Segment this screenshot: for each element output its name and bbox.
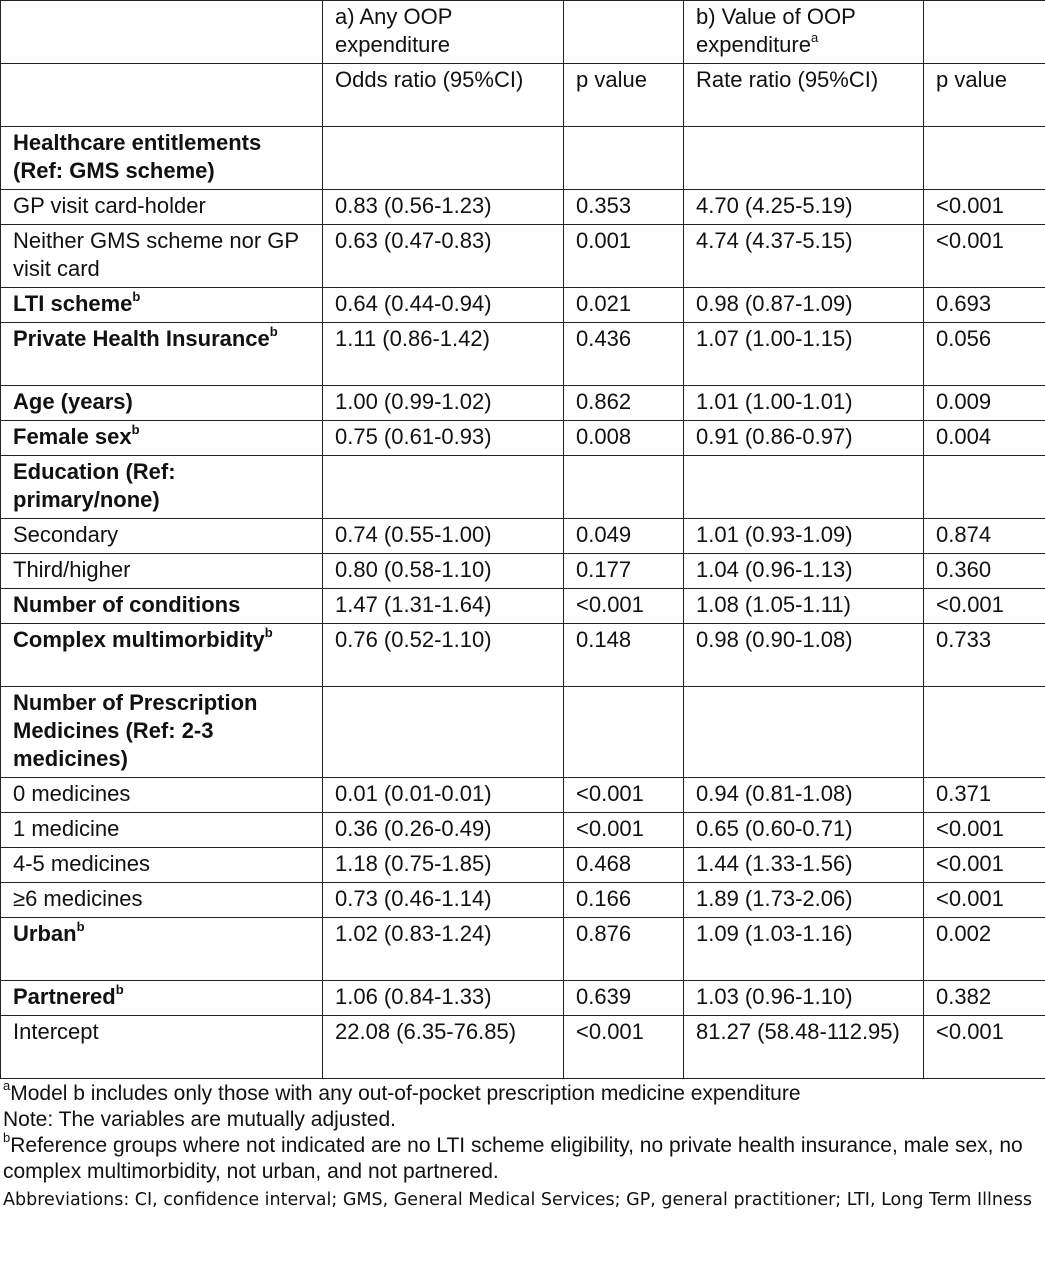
p-value-a-cell: 0.639: [564, 981, 684, 1016]
odds-ratio-cell: 0.76 (0.52-1.10): [323, 624, 564, 687]
header-col-b: [684, 1, 924, 64]
p-value-b-cell: 0.009: [924, 386, 1045, 421]
rate-ratio-cell: 4.70 (4.25-5.19): [684, 190, 924, 225]
footnote-a: [3, 1078, 1045, 1107]
row-label-text: Partnered: [13, 984, 116, 1009]
p-value-b-cell: [924, 456, 1045, 519]
p-value-b-cell: 0.382: [924, 981, 1045, 1016]
p-value-a-cell: <0.001: [564, 813, 684, 848]
odds-ratio-cell: [323, 687, 564, 778]
odds-ratio-cell: 0.64 (0.44-0.94): [323, 288, 564, 323]
row-label-text: GP visit card-holder: [13, 193, 206, 218]
p-value-a-cell: 0.008: [564, 421, 684, 456]
footnote-b-marker: b: [3, 1130, 11, 1145]
p-value-b-cell: 0.056: [924, 323, 1045, 386]
p-value-a-cell: <0.001: [564, 1016, 684, 1079]
row-label: [1, 778, 323, 813]
table-row: [1, 813, 1045, 848]
table-row: [1, 778, 1045, 813]
row-label: [1, 848, 323, 883]
header-empty-cell: [564, 1, 684, 64]
row-label-text: Female sex: [13, 424, 132, 449]
row-label: [1, 323, 323, 386]
row-label-text: 4-5 medicines: [13, 851, 150, 876]
p-value-a-cell: 0.468: [564, 848, 684, 883]
table-row: [1, 624, 1045, 687]
row-label: [1, 1016, 323, 1079]
p-value-b-cell: [924, 127, 1045, 190]
row-label: [1, 519, 323, 554]
header-p-value-b: p value: [924, 64, 1045, 127]
p-value-b-cell: <0.001: [924, 848, 1045, 883]
row-label: [1, 918, 323, 981]
odds-ratio-cell: 1.02 (0.83-1.24): [323, 918, 564, 981]
rate-ratio-cell: 1.01 (0.93-1.09): [684, 519, 924, 554]
row-label-text: Number of conditions: [13, 592, 241, 617]
p-value-a-cell: <0.001: [564, 778, 684, 813]
row-label-text: Third/higher: [13, 557, 131, 582]
rate-ratio-cell: 1.44 (1.33-1.56): [684, 848, 924, 883]
table-row: [1, 981, 1045, 1016]
odds-ratio-cell: 0.80 (0.58-1.10): [323, 554, 564, 589]
p-value-a-cell: 0.353: [564, 190, 684, 225]
header-row-measure: [1, 64, 1045, 127]
row-label: [1, 554, 323, 589]
rate-ratio-cell: 1.03 (0.96-1.10): [684, 981, 924, 1016]
row-label: [1, 386, 323, 421]
rate-ratio-cell: [684, 456, 924, 519]
header-row-model: [1, 1, 1045, 64]
p-value-a-cell: 0.148: [564, 624, 684, 687]
p-value-b-cell: 0.004: [924, 421, 1045, 456]
footnote-b: [3, 1130, 1045, 1185]
odds-ratio-cell: 0.74 (0.55-1.00): [323, 519, 564, 554]
table-row: [1, 225, 1045, 288]
p-value-b-cell: 0.371: [924, 778, 1045, 813]
row-label-text: Healthcare entitlements (Ref: GMS scheme): [13, 130, 262, 183]
rate-ratio-cell: 1.08 (1.05-1.11): [684, 589, 924, 624]
row-label-text: Secondary: [13, 522, 119, 547]
table-row: [1, 589, 1045, 624]
rate-ratio-cell: 1.01 (1.00-1.01): [684, 386, 924, 421]
header-empty-cell: [924, 1, 1045, 64]
p-value-a-cell: [564, 456, 684, 519]
row-label: [1, 456, 323, 519]
p-value-a-cell: 0.436: [564, 323, 684, 386]
odds-ratio-cell: 1.11 (0.86-1.42): [323, 323, 564, 386]
footnote-a-marker: a: [3, 1078, 11, 1093]
p-value-b-cell: 0.002: [924, 918, 1045, 981]
row-label-text: LTI scheme: [13, 291, 133, 316]
rate-ratio-cell: [684, 687, 924, 778]
table-row: [1, 421, 1045, 456]
p-value-b-cell: <0.001: [924, 589, 1045, 624]
odds-ratio-cell: 1.00 (0.99-1.02): [323, 386, 564, 421]
odds-ratio-cell: [323, 127, 564, 190]
odds-ratio-cell: 1.06 (0.84-1.33): [323, 981, 564, 1016]
odds-ratio-cell: 0.36 (0.26-0.49): [323, 813, 564, 848]
p-value-b-cell: 0.360: [924, 554, 1045, 589]
header-col-a: a) Any OOP expenditure: [323, 1, 564, 64]
p-value-b-cell: 0.874: [924, 519, 1045, 554]
odds-ratio-cell: 0.63 (0.47-0.83): [323, 225, 564, 288]
p-value-b-cell: <0.001: [924, 813, 1045, 848]
row-label: [1, 589, 323, 624]
table-row: [1, 918, 1045, 981]
header-empty-cell: [1, 64, 323, 127]
odds-ratio-cell: 22.08 (6.35-76.85): [323, 1016, 564, 1079]
row-label-text: Education (Ref: primary/none): [13, 459, 176, 512]
table-row: [1, 687, 1045, 778]
row-label-sup: b: [264, 624, 273, 640]
footnote-b-text: Reference groups where not indicated are no LTI scheme eligibility, no private health insurance, male sex, no complex multimorbidity, not urban, and not partnered.: [3, 1134, 1023, 1183]
rate-ratio-cell: 0.94 (0.81-1.08): [684, 778, 924, 813]
rate-ratio-cell: 0.98 (0.90-1.08): [684, 624, 924, 687]
abbreviations: Abbreviations: CI, confidence interval; GMS, General Medical Services; GP, general practitioner; LTI, Long Term Illness: [3, 1190, 1032, 1210]
rate-ratio-cell: 81.27 (58.48-112.95): [684, 1016, 924, 1079]
row-label: [1, 981, 323, 1016]
odds-ratio-cell: 1.18 (0.75-1.85): [323, 848, 564, 883]
header-col-b-sup: a: [810, 29, 819, 45]
p-value-a-cell: 0.049: [564, 519, 684, 554]
header-p-value-a: p value: [564, 64, 684, 127]
p-value-b-cell: 0.693: [924, 288, 1045, 323]
rate-ratio-cell: 1.89 (1.73-2.06): [684, 883, 924, 918]
odds-ratio-cell: 0.83 (0.56-1.23): [323, 190, 564, 225]
p-value-a-cell: 0.001: [564, 225, 684, 288]
p-value-b-cell: <0.001: [924, 190, 1045, 225]
odds-ratio-cell: [323, 456, 564, 519]
row-label-text: 0 medicines: [13, 781, 131, 806]
row-label: [1, 190, 323, 225]
table-row: [1, 456, 1045, 519]
rate-ratio-cell: 1.04 (0.96-1.13): [684, 554, 924, 589]
table-row: [1, 127, 1045, 190]
row-label-text: Age (years): [13, 389, 133, 414]
p-value-b-cell: [924, 687, 1045, 778]
rate-ratio-cell: 1.09 (1.03-1.16): [684, 918, 924, 981]
p-value-a-cell: <0.001: [564, 589, 684, 624]
row-label-text: 1 medicine: [13, 816, 120, 841]
p-value-a-cell: [564, 687, 684, 778]
rate-ratio-cell: [684, 127, 924, 190]
table-row: [1, 323, 1045, 386]
row-label: [1, 225, 323, 288]
table-row: [1, 554, 1045, 589]
header-odds-ratio: Odds ratio (95%CI): [323, 64, 564, 127]
row-label: [1, 288, 323, 323]
odds-ratio-cell: 1.47 (1.31-1.64): [323, 589, 564, 624]
rate-ratio-cell: 1.07 (1.00-1.15): [684, 323, 924, 386]
row-label-text: Number of Prescription Medicines (Ref: 2-3 medicines): [13, 690, 258, 771]
rate-ratio-cell: 0.91 (0.86-0.97): [684, 421, 924, 456]
rate-ratio-cell: 4.74 (4.37-5.15): [684, 225, 924, 288]
row-label: [1, 421, 323, 456]
row-label-sup: b: [115, 981, 124, 997]
row-label: [1, 883, 323, 918]
header-col-b-text: b) Value of OOP expenditure: [696, 4, 856, 57]
p-value-a-cell: [564, 127, 684, 190]
p-value-a-cell: 0.862: [564, 386, 684, 421]
p-value-b-cell: <0.001: [924, 1016, 1045, 1079]
odds-ratio-cell: 0.75 (0.61-0.93): [323, 421, 564, 456]
p-value-b-cell: 0.733: [924, 624, 1045, 687]
p-value-a-cell: 0.021: [564, 288, 684, 323]
p-value-a-cell: 0.177: [564, 554, 684, 589]
table-row: [1, 848, 1045, 883]
p-value-b-cell: <0.001: [924, 225, 1045, 288]
table-row: [1, 288, 1045, 323]
odds-ratio-cell: 0.73 (0.46-1.14): [323, 883, 564, 918]
row-label-text: Urban: [13, 921, 77, 946]
header-rate-ratio: Rate ratio (95%CI): [684, 64, 924, 127]
row-label-text: Neither GMS scheme nor GP visit card: [13, 228, 299, 281]
rate-ratio-cell: 0.65 (0.60-0.71): [684, 813, 924, 848]
row-label-sup: b: [132, 288, 141, 304]
table-body: [1, 1, 1045, 1079]
row-label: [1, 127, 323, 190]
row-label-sup: b: [269, 323, 278, 339]
row-label-sup: b: [76, 918, 85, 934]
row-label: [1, 687, 323, 778]
table-row: [1, 386, 1045, 421]
p-value-a-cell: 0.166: [564, 883, 684, 918]
row-label-text: Private Health Insurance: [13, 326, 270, 351]
row-label: [1, 813, 323, 848]
row-label-text: Intercept: [13, 1019, 99, 1044]
row-label: [1, 624, 323, 687]
row-label-text: ≥6 medicines: [13, 886, 143, 911]
note-mutually-adjusted: Note: The variables are mutually adjusted.: [3, 1108, 396, 1131]
p-value-b-cell: <0.001: [924, 883, 1045, 918]
table-row: [1, 519, 1045, 554]
table-notes: [0, 1079, 1045, 1214]
rate-ratio-cell: 0.98 (0.87-1.09): [684, 288, 924, 323]
odds-ratio-cell: 0.01 (0.01-0.01): [323, 778, 564, 813]
header-empty-cell: [1, 1, 323, 64]
table-row: [1, 1016, 1045, 1079]
row-label-sup: b: [131, 421, 140, 437]
table-row: [1, 883, 1045, 918]
p-value-a-cell: 0.876: [564, 918, 684, 981]
row-label-text: Complex multimorbidity: [13, 627, 265, 652]
table-row: [1, 190, 1045, 225]
footnote-a-text: Model b includes only those with any out-of-pocket prescription medicine expenditure: [10, 1082, 801, 1105]
